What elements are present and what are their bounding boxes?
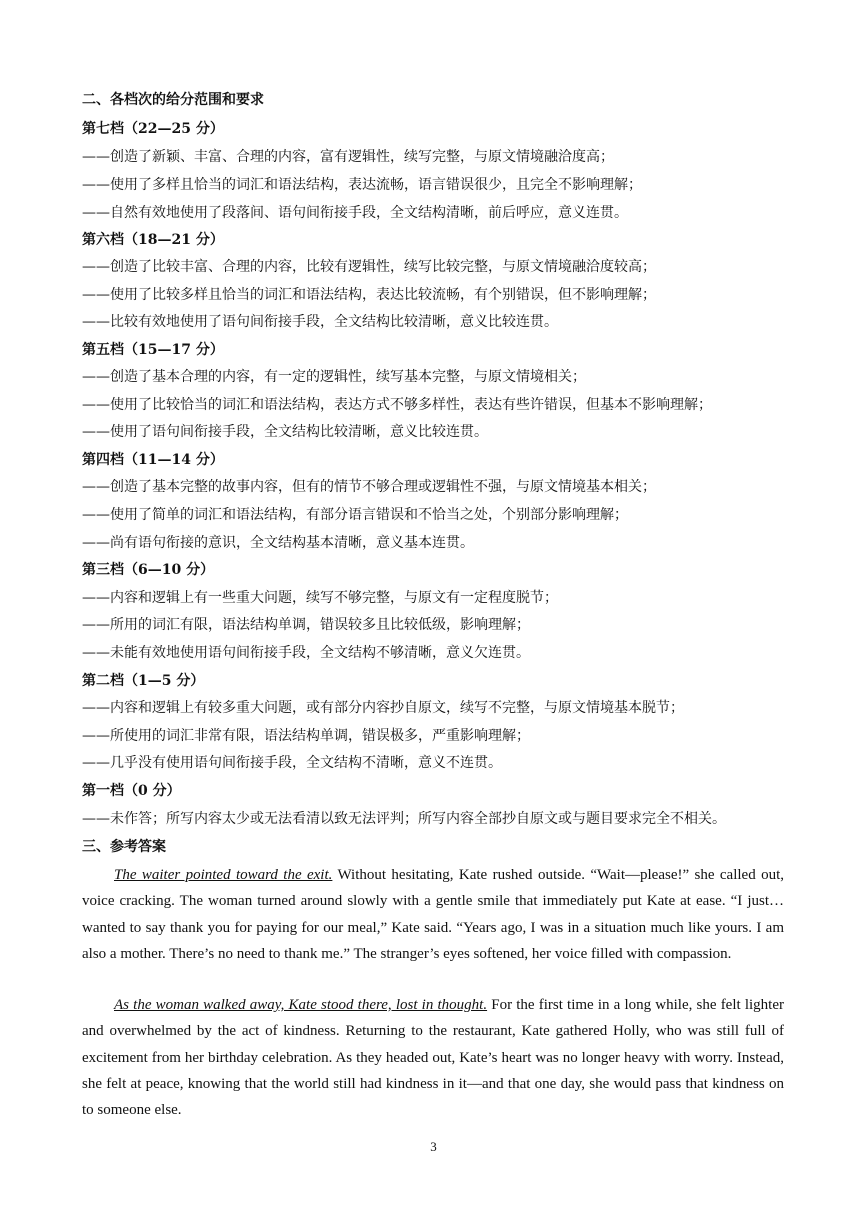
tier-6-label: 第六档（18—21 分） [82,232,224,248]
tier-5-item: ——使用了比较恰当的词汇和语法结构，表达方式不够多样性，表达有些许错误，但基本不影响理解； [82,397,712,413]
paragraph-1-lead-sentence: The waiter pointed toward the exit. [114,867,333,883]
tier-5-label: 第五档（15—17 分） [82,342,224,358]
tier-3-item: ——所用的词汇有限，语法结构单调，错误较多且比较低级，影响理解； [82,617,530,633]
tier-7-item: ——使用了多样且恰当的词汇和语法结构，表达流畅，语言错误很少，且完全不影响理解； [82,177,642,193]
section-2-title: 二、各档次的给分范围和要求 [82,92,264,108]
tier-3-item: ——内容和逻辑上有一些重大问题，续写不够完整，与原文有一定程度脱节； [82,590,558,606]
tier-7-item: ——创造了新颖、丰富、合理的内容，富有逻辑性，续写完整，与原文情境融洽度高； [82,149,614,165]
tier-1-item: ——未作答；所写内容太少或无法看清以致无法评判；所写内容全部抄自原文或与题目要求完全不相关。 [82,811,726,827]
tier-4-item: ——创造了基本完整的故事内容，但有的情节不够合理或逻辑性不强，与原文情境基本相关； [82,479,656,495]
paragraph-2-lead-sentence: As the woman walked away, Kate stood there, lost in thought. [114,997,488,1013]
tier-6-item: ——创造了比较丰富、合理的内容，比较有逻辑性，续写比较完整，与原文情境融洽度较高； [82,259,656,275]
tier-1-label: 第一档（0 分） [82,783,181,799]
tier-6-item: ——使用了比较多样且恰当的词汇和语法结构，表达比较流畅，有个别错误，但不影响理解； [82,287,656,303]
answer-paragraph-2 [82,992,784,1123]
tier-5-item: ——使用了语句间衔接手段，全文结构比较清晰，意义比较连贯。 [82,424,488,440]
tier-7-label: 第七档（22—25 分） [82,121,224,137]
tier-2-item: ——所使用的词汇非常有限，语法结构单调，错误极多，严重影响理解； [82,728,530,744]
tier-4-item: ——尚有语句衔接的意识，全文结构基本清晰，意义基本连贯。 [82,535,474,551]
tier-2-label: 第二档（1—5 分） [82,673,205,689]
tier-2-item: ——内容和逻辑上有较多重大问题，或有部分内容抄自原文，续写不完整，与原文情境基本脱节； [82,700,684,716]
paragraph-2-body: For the first time in a long while, she felt lighter and overwhelmed by the act of kindness. Returning to the restaurant, Kate gathered Holly, who was still full of excitement from her birthday celebration. As they headed out, Kate’s heart was no longer heavy with worry. Instead, she felt at peace, knowing that the world still had kindness in it—and that one day, she would pass that kindness on to someone else. [82,997,784,1119]
tier-3-label: 第三档（6—10 分） [82,562,215,578]
page-number: 3 [430,1139,437,1154]
tier-5-item: ——创造了基本合理的内容，有一定的逻辑性，续写基本完整，与原文情境相关； [82,369,586,385]
tier-4-item: ——使用了简单的词汇和语法结构，有部分语言错误和不恰当之处，个别部分影响理解； [82,507,628,523]
section-3-title: 三、参考答案 [82,839,166,855]
answer-paragraph-1 [82,862,784,967]
tier-6-item: ——比较有效地使用了语句间衔接手段，全文结构比较清晰，意义比较连贯。 [82,314,558,330]
tier-3-item: ——未能有效地使用语句间衔接手段，全文结构不够清晰，意义欠连贯。 [82,645,530,661]
paragraph-1-body: Without hesitating, Kate rushed outside. “Wait—please!” she called out, voice cracking. The woman turned around slowly with a gentle smile that immediately put Kate at ease. “I just… wanted to say thank you for paying for our meal,” Kate said. “Years ago, I was in a situation much like yours. I am also a mother. There’s no need to thank me.” The stranger’s eyes softened, her voice filled with compassion. [82,867,784,962]
tier-4-label: 第四档（11—14 分） [82,452,224,468]
tier-7-item: ——自然有效地使用了段落间、语句间衔接手段，全文结构清晰，前后呼应，意义连贯。 [82,205,628,221]
tier-2-item: ——几乎没有使用语句间衔接手段，全文结构不清晰，意义不连贯。 [82,755,502,771]
